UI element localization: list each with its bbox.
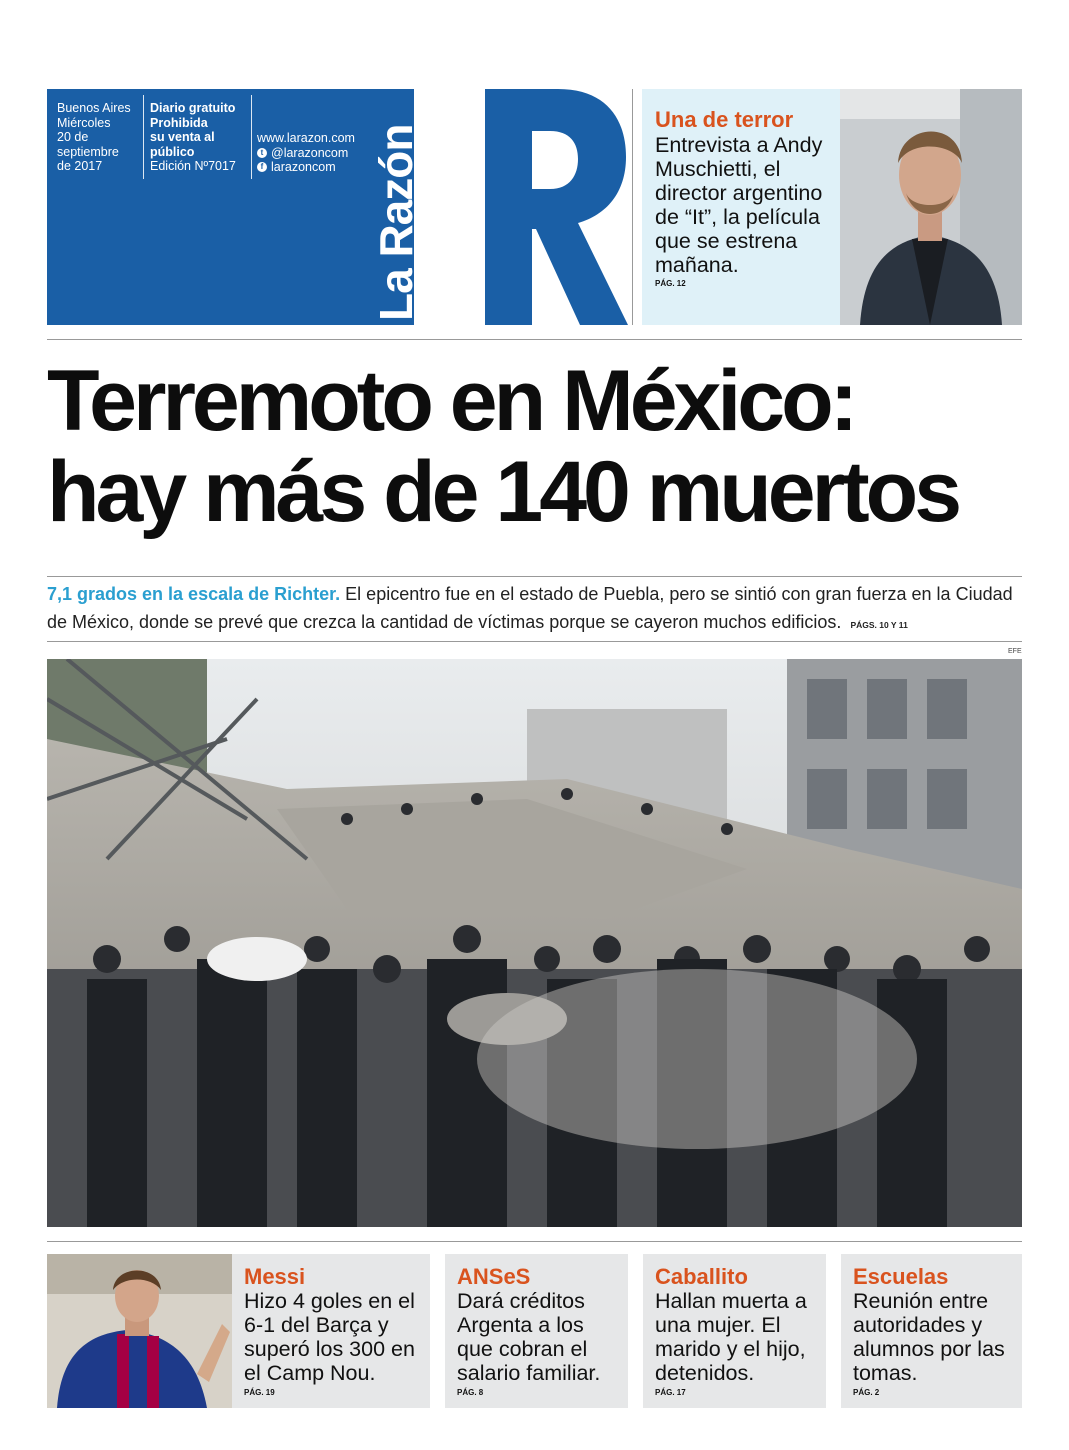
teaser-title: Una de terror: [655, 107, 794, 132]
logo-r-icon: [430, 89, 630, 325]
twitter-icon: t: [257, 148, 267, 158]
brief-page: PÁG. 2: [853, 1388, 880, 1397]
free-line: Prohibida: [150, 115, 208, 130]
teaser-text: Entrevista a Andy Muschietti, el director argentino de “It”, la película que se estrena mañana.: [655, 133, 823, 277]
subheadline-lead: 7,1 grados en la escala de Richter.: [47, 584, 341, 604]
headline-line: hay más de 140 muertos: [47, 444, 959, 540]
masthead: [47, 89, 422, 325]
date-line: 20 de: [57, 130, 89, 144]
brief-text: Hallan muerta a una mujer. El marido y el hijo, detenidos.: [655, 1289, 807, 1385]
divider: [47, 576, 1022, 577]
divider: [47, 1241, 1022, 1242]
date-line: de 2017: [57, 159, 103, 173]
divider: [143, 95, 144, 179]
main-photo: [47, 659, 1022, 1227]
teaser-page: PÁG. 12: [655, 279, 686, 288]
free-line: Diario gratuito: [150, 101, 236, 115]
subheadline: [47, 580, 1022, 639]
divider: [632, 89, 633, 325]
brief-anses[interactable]: [445, 1254, 628, 1408]
facebook-handle[interactable]: f larazoncom: [257, 160, 355, 175]
subheadline-text: El epicentro fue en el estado de Puebla, pero se sintió con gran fuerza en la Ciudad de México, donde se prevé que crezca la cantidad de víctimas porque se cayeron muchos edificios.: [47, 584, 1013, 632]
twitter-handle[interactable]: t @larazoncom: [257, 146, 355, 161]
photo-credit: EFE: [1008, 648, 1022, 655]
edition-number: Edición Nº7017: [150, 159, 236, 173]
brief-page: PÁG. 17: [655, 1388, 686, 1397]
headline-line: Terremoto en México:: [47, 353, 855, 449]
brief-messi[interactable]: [232, 1254, 430, 1408]
date-line: septiembre: [57, 144, 119, 159]
subheadline-page: PÁGS. 10 Y 11: [850, 620, 908, 630]
free-line: su venta al: [150, 130, 215, 144]
contact-block: [257, 131, 355, 175]
brief-text: Hizo 4 goles en el 6-1 del Barça y superó los 300 en el Camp Nou.: [244, 1289, 415, 1385]
teaser-box[interactable]: [642, 89, 1022, 325]
newspaper-logo: La Razón: [370, 124, 422, 321]
brief-title: Messi: [244, 1264, 306, 1289]
brief-page: PÁG. 8: [457, 1388, 484, 1397]
facebook-icon: f: [257, 162, 267, 172]
brief-text: Dará créditos Argenta a los que cobran el salario familiar.: [457, 1289, 601, 1385]
free-line: público: [150, 144, 195, 159]
portrait-photo: [840, 89, 1022, 325]
divider: [47, 339, 1022, 340]
city: Buenos Aires: [57, 101, 131, 115]
brief-escuelas[interactable]: [841, 1254, 1022, 1408]
edition-block: [150, 101, 236, 174]
weekday: Miércoles: [57, 115, 111, 130]
messi-photo: [47, 1254, 232, 1408]
divider: [251, 95, 252, 179]
brief-caballito[interactable]: [643, 1254, 826, 1408]
main-headline[interactable]: [47, 353, 1047, 540]
brief-title: Escuelas: [853, 1264, 949, 1289]
divider: [47, 641, 1022, 642]
brief-title: ANSeS: [457, 1264, 531, 1289]
brief-page: PÁG. 19: [244, 1388, 275, 1397]
date-block: [57, 101, 131, 174]
website-link[interactable]: www.larazon.com: [257, 131, 355, 145]
brief-text: Reunión entre autoridades y alumnos por las tomas.: [853, 1289, 1005, 1385]
brief-title: Caballito: [655, 1264, 748, 1289]
